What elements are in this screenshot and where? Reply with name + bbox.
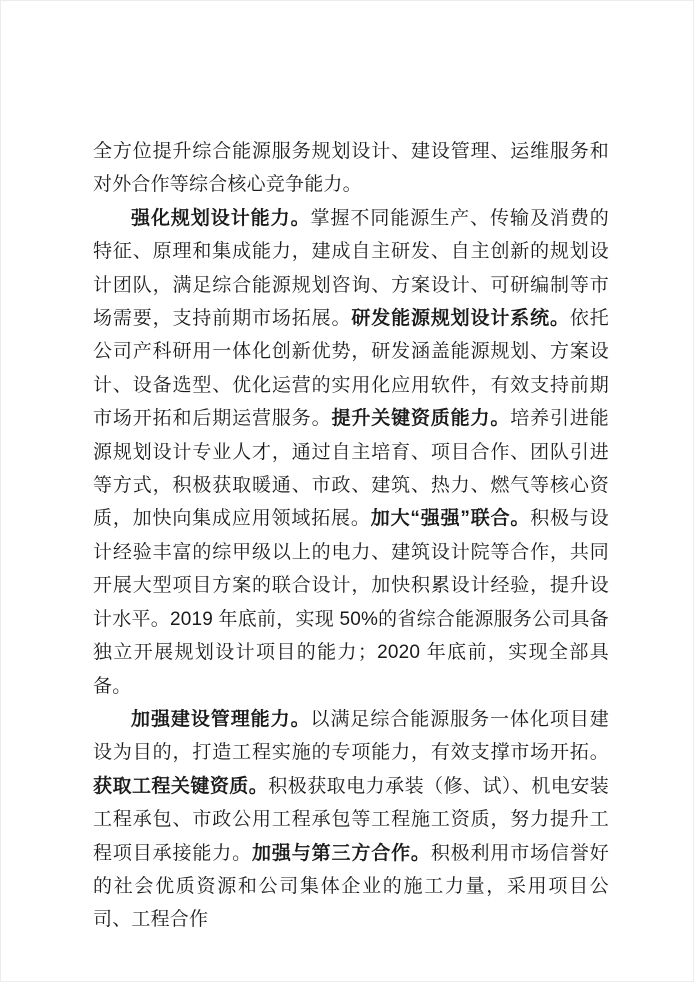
- text-run: 掌握不同能源生产、传输及消费的特征、原理和集成能力，建成自主研发、自主创新的规划设计团队，满足综合能源规划咨询、方案设计、可研编制等市场需要，支持前期市场拓展。: [93, 207, 609, 330]
- paragraph: [93, 703, 609, 937]
- text-run: 依托公司产科研用一体化创新优势，研发涵盖能源规划、方案设计、设备选型、优化运营的实用化应用软件，有效支持前期市场开拓和后期运营服务。: [93, 308, 609, 430]
- bold-run: 获取工程关键资质。: [93, 775, 269, 797]
- bold-run: 加强与第三方合作。: [251, 842, 431, 864]
- bold-run: 提升关键资质能力。: [331, 408, 511, 430]
- text-run: 以满足综合能源服务一体化项目建设为目的，打造工程实施的专项能力，有效支撑市场开拓。: [93, 708, 609, 764]
- bold-run: 加强建设管理能力。: [131, 708, 311, 730]
- text-run: 积极与设计经验丰富的综甲级以上的电力、建筑设计院等合作，共同开展大型项目方案的联合设计，加快积累设计经验，提升设计水平。2019 年底前，实现 50%的省综合能源服务公司具备独立开展规划设计项目的能力；2020 年底前，实现全部具备。: [93, 508, 609, 697]
- page-body: [93, 135, 609, 937]
- text-run: 全方位提升综合能源服务规划设计、建设管理、运维服务和对外合作等综合核心竞争能力。: [93, 141, 609, 196]
- text-run: 积极获取电力承装（修、试）、机电安装工程承包、市政公用工程承包等工程施工资质，努力提升工程项目承接能力。: [93, 775, 609, 864]
- text-run: 培养引进能源规划设计专业人才，通过自主培育、项目合作、团队引进等方式，积极获取暖通、市政、建筑、热力、燃气等核心资质，加快向集成应用领域拓展。: [93, 408, 609, 530]
- bold-run: 强化规划设计能力。: [131, 207, 311, 229]
- text-run: 积极利用市场信誉好的社会优质资源和公司集体企业的施工力量，采用项目公司、工程合作: [93, 842, 609, 931]
- bold-run: 研发能源规划设计系统。: [351, 308, 570, 330]
- paragraph: [93, 202, 609, 703]
- paragraph-continuation: [93, 135, 609, 202]
- bold-run: 加大“强强”联合。: [370, 508, 531, 530]
